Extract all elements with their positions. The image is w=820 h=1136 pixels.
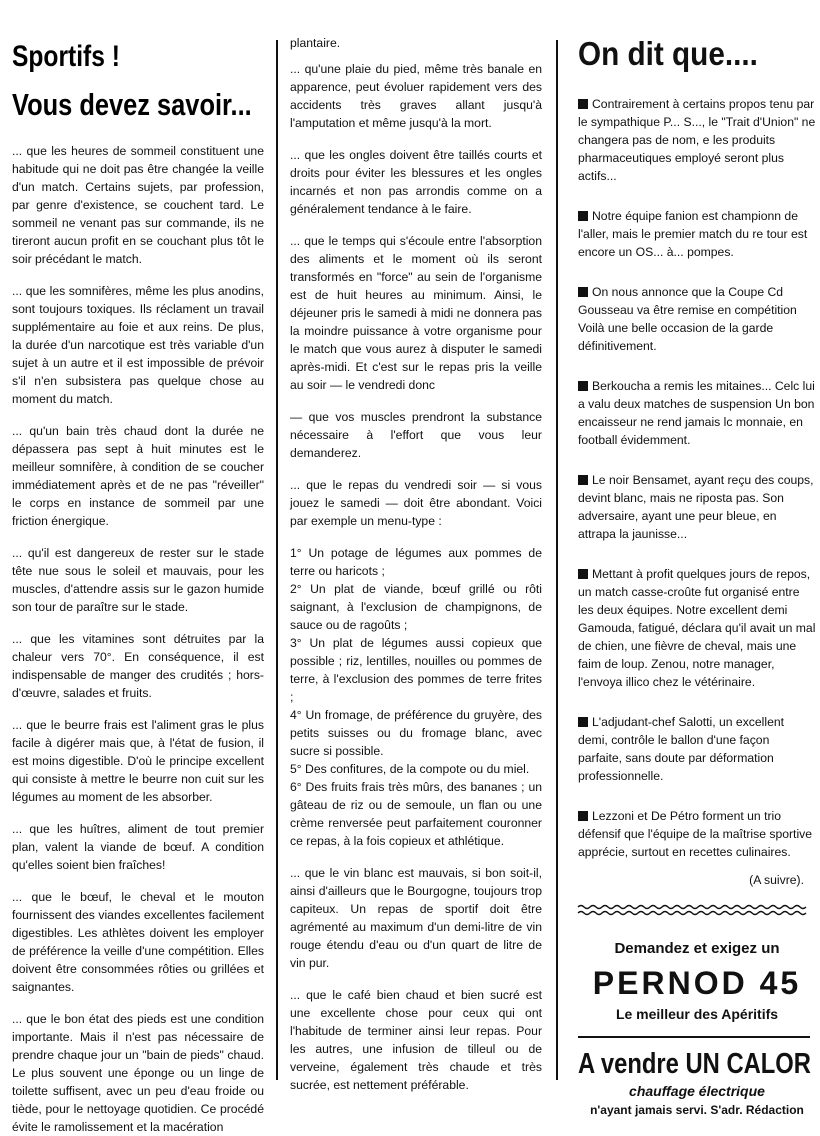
menu-item: 3° Un plat de légumes aussi copieux que possible ; riz, lentilles, nouilles ou pommes de terre, à l'exclusion des pommes de terre frites ; <box>290 636 542 704</box>
ad-calor-note: n'ayant jamais servi. S'adr. Rédaction <box>590 1103 804 1117</box>
gossip-text: Contrairement à certains propos tenu par le sympathique P... S..., le "Trait d'Union" ne changera pas de nom, e les produits pharmaceutiques employé seront plus actifs... <box>578 97 816 183</box>
ad-pernod-slogan: Le meilleur des Apéritifs <box>615 1006 779 1022</box>
paragraph: ... qu'une plaie du pied, même très banale en apparence, peut évoluer rapidement vers des accidents très graves allant jusqu'à l'amputation et même jusqu'à la mort. <box>290 62 542 130</box>
ad-calor-headline: A vendre UN CALOR <box>578 1048 811 1080</box>
square-bullet-icon <box>578 381 588 391</box>
column-divider <box>556 40 558 1080</box>
paragraph: ... que les somnifères, même les plus anodins, sont toujours toxiques. Ils réclament un travail supplémentaire au foie et aux reins. De plus, la durée d'un narcotique est très variable d'un sujet à un autre et il est impossible de prévoir s'il n'en subsistera pas quelque chose au moment du match. <box>12 284 264 406</box>
paragraph: ... que les ongles doivent être taillés courts et droits pour éviter les blessures et les ongles incarnés et non pas arrondis comme on a généralement tendance à le faire. <box>290 148 542 216</box>
menu-item: 4° Un fromage, de préférence du gruyère, des petits suisses ou du fromage blanc, avec sucre si possible. <box>290 708 542 758</box>
gossip-text: Notre équipe fanion est championn de l'aller, mais le premier match du re tour est encore un OS... à... pompes. <box>578 209 808 259</box>
article-body <box>12 142 264 1136</box>
paragraph: plantaire. <box>290 36 341 50</box>
paragraph: ... que le bœuf, le cheval et le mouton fournissent des viandes excellentes facilement digestibles. Les athlètes doivent les employer de préférence la veille d'une compétition. Elles doivent être consommées rôties ou grillées et saignantes. <box>12 890 264 994</box>
square-bullet-icon <box>578 287 588 297</box>
ad-pernod-line1: Demandez et exigez un <box>614 940 780 957</box>
paragraph: — que vos muscles prendront la substance nécessaire à l'effort que vous leur demanderez. <box>290 410 542 460</box>
to-be-continued: (A suivre). <box>749 873 804 887</box>
gossip-item <box>578 565 816 691</box>
paragraph: ... qu'un bain très chaud dont la durée ne dépassera pas sept à huit minutes est le meilleur somnifère, à condition de se coucher immédiatement après et de ne pas "réveiller" le corps en instance de sommeil par une friction énergique. <box>12 424 264 528</box>
menu-item: 2° Un plat de viande, bœuf grillé ou rôti saignant, à l'exclusion de champignons, de sauce ou de ragoûts ; <box>290 582 542 632</box>
right-column <box>578 0 816 1117</box>
square-bullet-icon <box>578 569 588 579</box>
gossip-text: On nous annonce que la Coupe Cd Gousseau va être remise en compétition Voilà une belle occasion de la garde définitivement. <box>578 285 797 353</box>
gossip-item <box>578 283 816 355</box>
ad-pernod-brand: PERNOD 45 <box>592 965 802 1001</box>
menu-item: 1° Un potage de légumes aux pommes de terre ou haricots ; <box>290 546 542 578</box>
paragraph: ... que le beurre frais est l'aliment gras le plus facile à digérer mais que, à l'état de fusion, il est moins digestible. D'où le principe excellent qui consiste à mettre le beurre non cuit sur les légumes au moment de les absorber. <box>12 718 264 804</box>
paragraph: ... que le vin blanc est mauvais, si bon soit-il, ainsi d'ailleurs que le Bourgogne, toujours trop capiteux. Un repas de sportif doit être agrémenté au maximum d'un demi-litre de vin rouge étendu d'eau ou d'un quart de litre de vin pur. <box>290 866 542 970</box>
gossip-text: Le noir Bensamet, ayant reçu des coups, devint blanc, mais ne riposta pas. Son adversaire, ayant une peur bleue, en attrapa la jaunisse... <box>578 473 814 541</box>
paragraph: ... que le bon état des pieds est une condition importante. Mais il n'est pas nécessaire de prendre chaque jour un "bain de pieds" chaud. Le plus souvent une éponge ou un linge de toilette suffisent, avec un peu d'eau froide ou tiède, pour le nettoyage quotidien. Ce procédé évite le ramolissement et la macération <box>12 1012 264 1134</box>
article-body-continued <box>290 34 542 1094</box>
paragraph: ... qu'il est dangereux de rester sur le stade tête nue sous le soleil et mauvais, pour les muscles, d'attendre assis sur le gazon humide son tour de paraître sur le stade. <box>12 546 264 614</box>
paragraph: ... que le café bien chaud et bien sucré est une excellente chose pour ceux qui ont l'habitude de terminer ainsi leur repas. Pour les autres, une infusion de tilleul ou de verveine, également très chaude et très sucrée, est nettement préférable. <box>290 988 542 1092</box>
paragraph: ... que les huîtres, aliment de tout premier plan, valent la viande de bœuf. A condition qu'elles soient bien fraîches! <box>12 822 264 872</box>
square-bullet-icon <box>578 717 588 727</box>
wavy-divider <box>578 903 810 917</box>
column-divider <box>276 40 278 1080</box>
gossip-item <box>578 807 816 861</box>
square-bullet-icon <box>578 475 588 485</box>
gossip-text: L'adjudant-chef Salotti, un excellent demi, contrôle le ballon d'une façon parfaite, sans doute par déformation professionnelle. <box>578 715 785 783</box>
horizontal-rule <box>578 1036 810 1038</box>
gossip-item <box>578 207 816 261</box>
article-title-line1: Sportifs ! <box>12 40 120 73</box>
paragraph: ... que les heures de sommeil constituent une habitude qui ne doit pas être changée la veille d'un match. Certains sujets, par profession, par genre d'existence, se couchent tard. Le sommeil ne venant pas sur commande, ils ne tireront aucun profit en se couchant plus tôt le soir précédant le match. <box>12 144 264 266</box>
ad-calor-subtitle: chauffage électrique <box>629 1083 765 1099</box>
article-title-line2: Vous devez savoir... <box>12 87 252 122</box>
paragraph: ... que le repas du vendredi soir — si vous jouez le samedi — doit être abondant. Voici par exemple un menu-type : <box>290 478 542 528</box>
gossip-item <box>578 471 816 543</box>
gossip-list <box>578 95 816 861</box>
menu-item: 6° Des fruits frais très mûrs, des bananes ; un gâteau de riz ou de semoule, un flan ou une crème renversée peut parfaitement couronner ce repas, à la fois copieux et athlétique. <box>290 780 542 848</box>
calor-advertisement <box>578 1048 816 1117</box>
gossip-item <box>578 713 816 785</box>
middle-column <box>290 0 542 1092</box>
square-bullet-icon <box>578 99 588 109</box>
gossip-text: Lezzoni et De Pétro forment un trio défensif que l'équipe de la maîtrise sportive apprécie, surtout en recettes culinaires. <box>578 809 813 859</box>
gossip-title: On dit que.... <box>578 35 758 72</box>
gossip-item <box>578 377 816 449</box>
paragraph: ... que le temps qui s'écoule entre l'absorption des aliments et le moment où ils seront transformés en "force" au sein de l'organisme est de huit heures au minimum. Ainsi, le déjeuner pris le samedi à midi ne donnera pas la moindre puissance à votre organisme pour le match que vous aurez à disputer le samedi après-midi. Et c'est sur le repas pris la veille au soir — le vendredi donc <box>290 234 542 392</box>
pernod-advertisement <box>578 940 816 1022</box>
left-column <box>12 0 264 1134</box>
square-bullet-icon <box>578 811 588 821</box>
gossip-text: Berkoucha a remis les mitaines... Celc lui a valu deux matches de suspension Un bon encaisseur ne rend jamais lc monnaie, en football évidemment. <box>578 379 815 447</box>
gossip-text: Mettant à profit quelques jours de repos, un match casse-croûte fut organisé entre les deux équipes. Notre excellent demi Gamouda, fatigué, déclara qu'il avait un mal de chien, une fièvre de cheval, mais une faim de loup. Zenou, notre manager, l'envoya illico chez le vétérinaire. <box>578 567 816 689</box>
menu-item: 5° Des confitures, de la compote ou du miel. <box>290 762 530 776</box>
gossip-item <box>578 95 816 185</box>
paragraph: ... que les vitamines sont détruites par la chaleur vers 70°. En conséquence, il est indispensable de manger des crudités ; hors-d'œuvre, salades et fruits. <box>12 632 264 700</box>
square-bullet-icon <box>578 211 588 221</box>
